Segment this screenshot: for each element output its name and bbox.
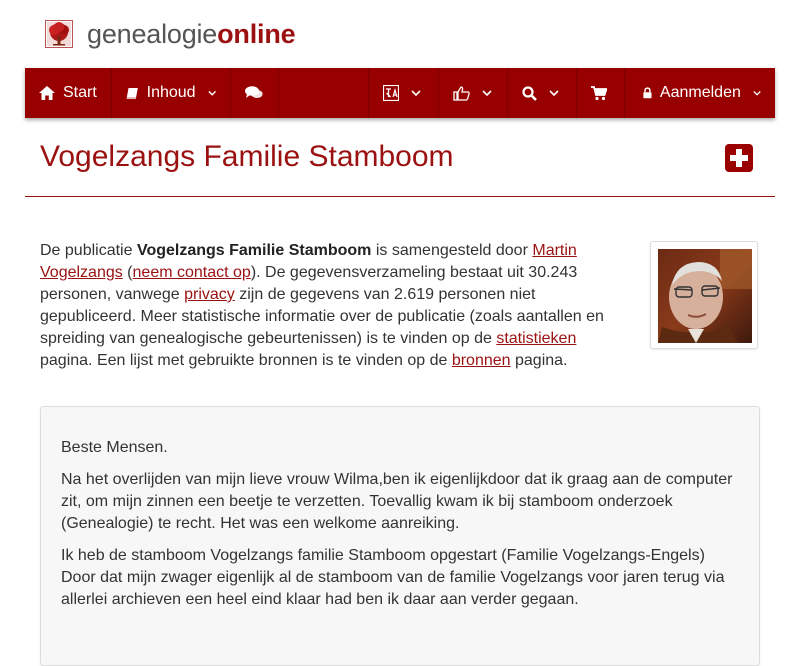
contact-link[interactable]: neem contact op <box>132 264 251 281</box>
add-button[interactable] <box>725 144 753 172</box>
tree-logo-icon <box>45 20 73 48</box>
intro-text: ( <box>122 264 133 281</box>
comments-icon <box>245 86 263 100</box>
lock-icon <box>643 86 652 100</box>
search-icon <box>522 86 537 101</box>
cart-icon <box>591 86 607 101</box>
site-header <box>0 0 800 68</box>
nav-forum[interactable] <box>231 68 279 118</box>
nav-search[interactable] <box>508 68 577 118</box>
intro-text: ). De gegevensverzameling bestaat uit 30.243 personen, vanwege <box>40 264 578 303</box>
intro-text: De publicatie <box>40 242 137 259</box>
description-panel <box>40 406 760 666</box>
thumbs-up-icon <box>453 86 470 101</box>
nav-recommend[interactable] <box>439 68 508 118</box>
privacy-link[interactable]: privacy <box>184 286 235 303</box>
chevron-down-icon <box>549 90 559 97</box>
intro-text: pagina. <box>510 352 568 369</box>
intro-paragraph <box>40 240 608 372</box>
description-paragraph: Na het overlijden van mijn lieve vrouw Wilma,ben ik eigenlijkdoor dat ik graag aan de computer zit, om mijn zinnen een beetje te verzetten. Toevallig kwam ik bij stamboom onderzoek (Genealogie) te recht. Het was een welkome aanreiking. <box>61 471 733 532</box>
author-portrait-image <box>658 249 752 343</box>
nav-start-label: Start <box>63 84 97 101</box>
intro-text: is samengesteld door <box>371 242 533 259</box>
description-paragraph: Beste Mensen. <box>61 439 168 456</box>
chevron-down-icon <box>753 90 761 97</box>
nav-login-label: Aanmelden <box>659 84 741 101</box>
author-link[interactable]: Martin Vogelzangs <box>40 242 577 281</box>
title-divider <box>25 196 775 197</box>
main-navbar <box>25 68 775 118</box>
nav-language[interactable] <box>369 68 439 118</box>
nav-spacer <box>279 68 369 118</box>
logo-text <box>87 19 295 49</box>
chevron-down-icon <box>208 90 216 97</box>
nav-inhoud[interactable] <box>112 68 231 118</box>
home-icon <box>39 86 55 100</box>
nav-start[interactable] <box>25 68 112 118</box>
intro-text: zijn de gegevens van 2.619 personen niet gepubliceerd. Meer statistische informatie over de publicatie (zoals aantallen en spreiding van genealogische gebeurtenissen) is te vinden op de <box>40 286 604 347</box>
book-icon <box>126 86 139 101</box>
chevron-down-icon <box>482 90 492 97</box>
statistics-link[interactable]: statistieken <box>496 330 577 347</box>
chevron-down-icon <box>411 90 421 97</box>
nav-login[interactable] <box>625 68 775 118</box>
nav-inhoud-label: Inhoud <box>146 84 196 101</box>
author-photo[interactable] <box>650 241 758 349</box>
intro-text: pagina. Een lijst met gebruikte bronnen is te vinden op de <box>40 352 452 369</box>
description-paragraph: Ik heb de stamboom Vogelzangs familie Stamboom opgestart (Familie Vogelzangs-Engels) Door dat mijn zwager eigenlijk al de stamboom van de familie Vogelzangs voor jaren terug via allerlei archieven een heel eind klaar had ben ik daar aan verder gegaan. <box>61 547 725 608</box>
sources-link[interactable]: bronnen <box>451 352 511 369</box>
language-icon <box>383 85 399 101</box>
logo-text-online: online <box>217 19 296 49</box>
publication-name: Vogelzangs Familie Stamboom <box>136 242 372 259</box>
site-logo[interactable] <box>45 19 295 49</box>
page-title: Vogelzangs Familie Stamboom <box>40 140 454 173</box>
nav-cart[interactable] <box>577 68 625 118</box>
logo-text-genealogie: genealogie <box>87 19 218 49</box>
